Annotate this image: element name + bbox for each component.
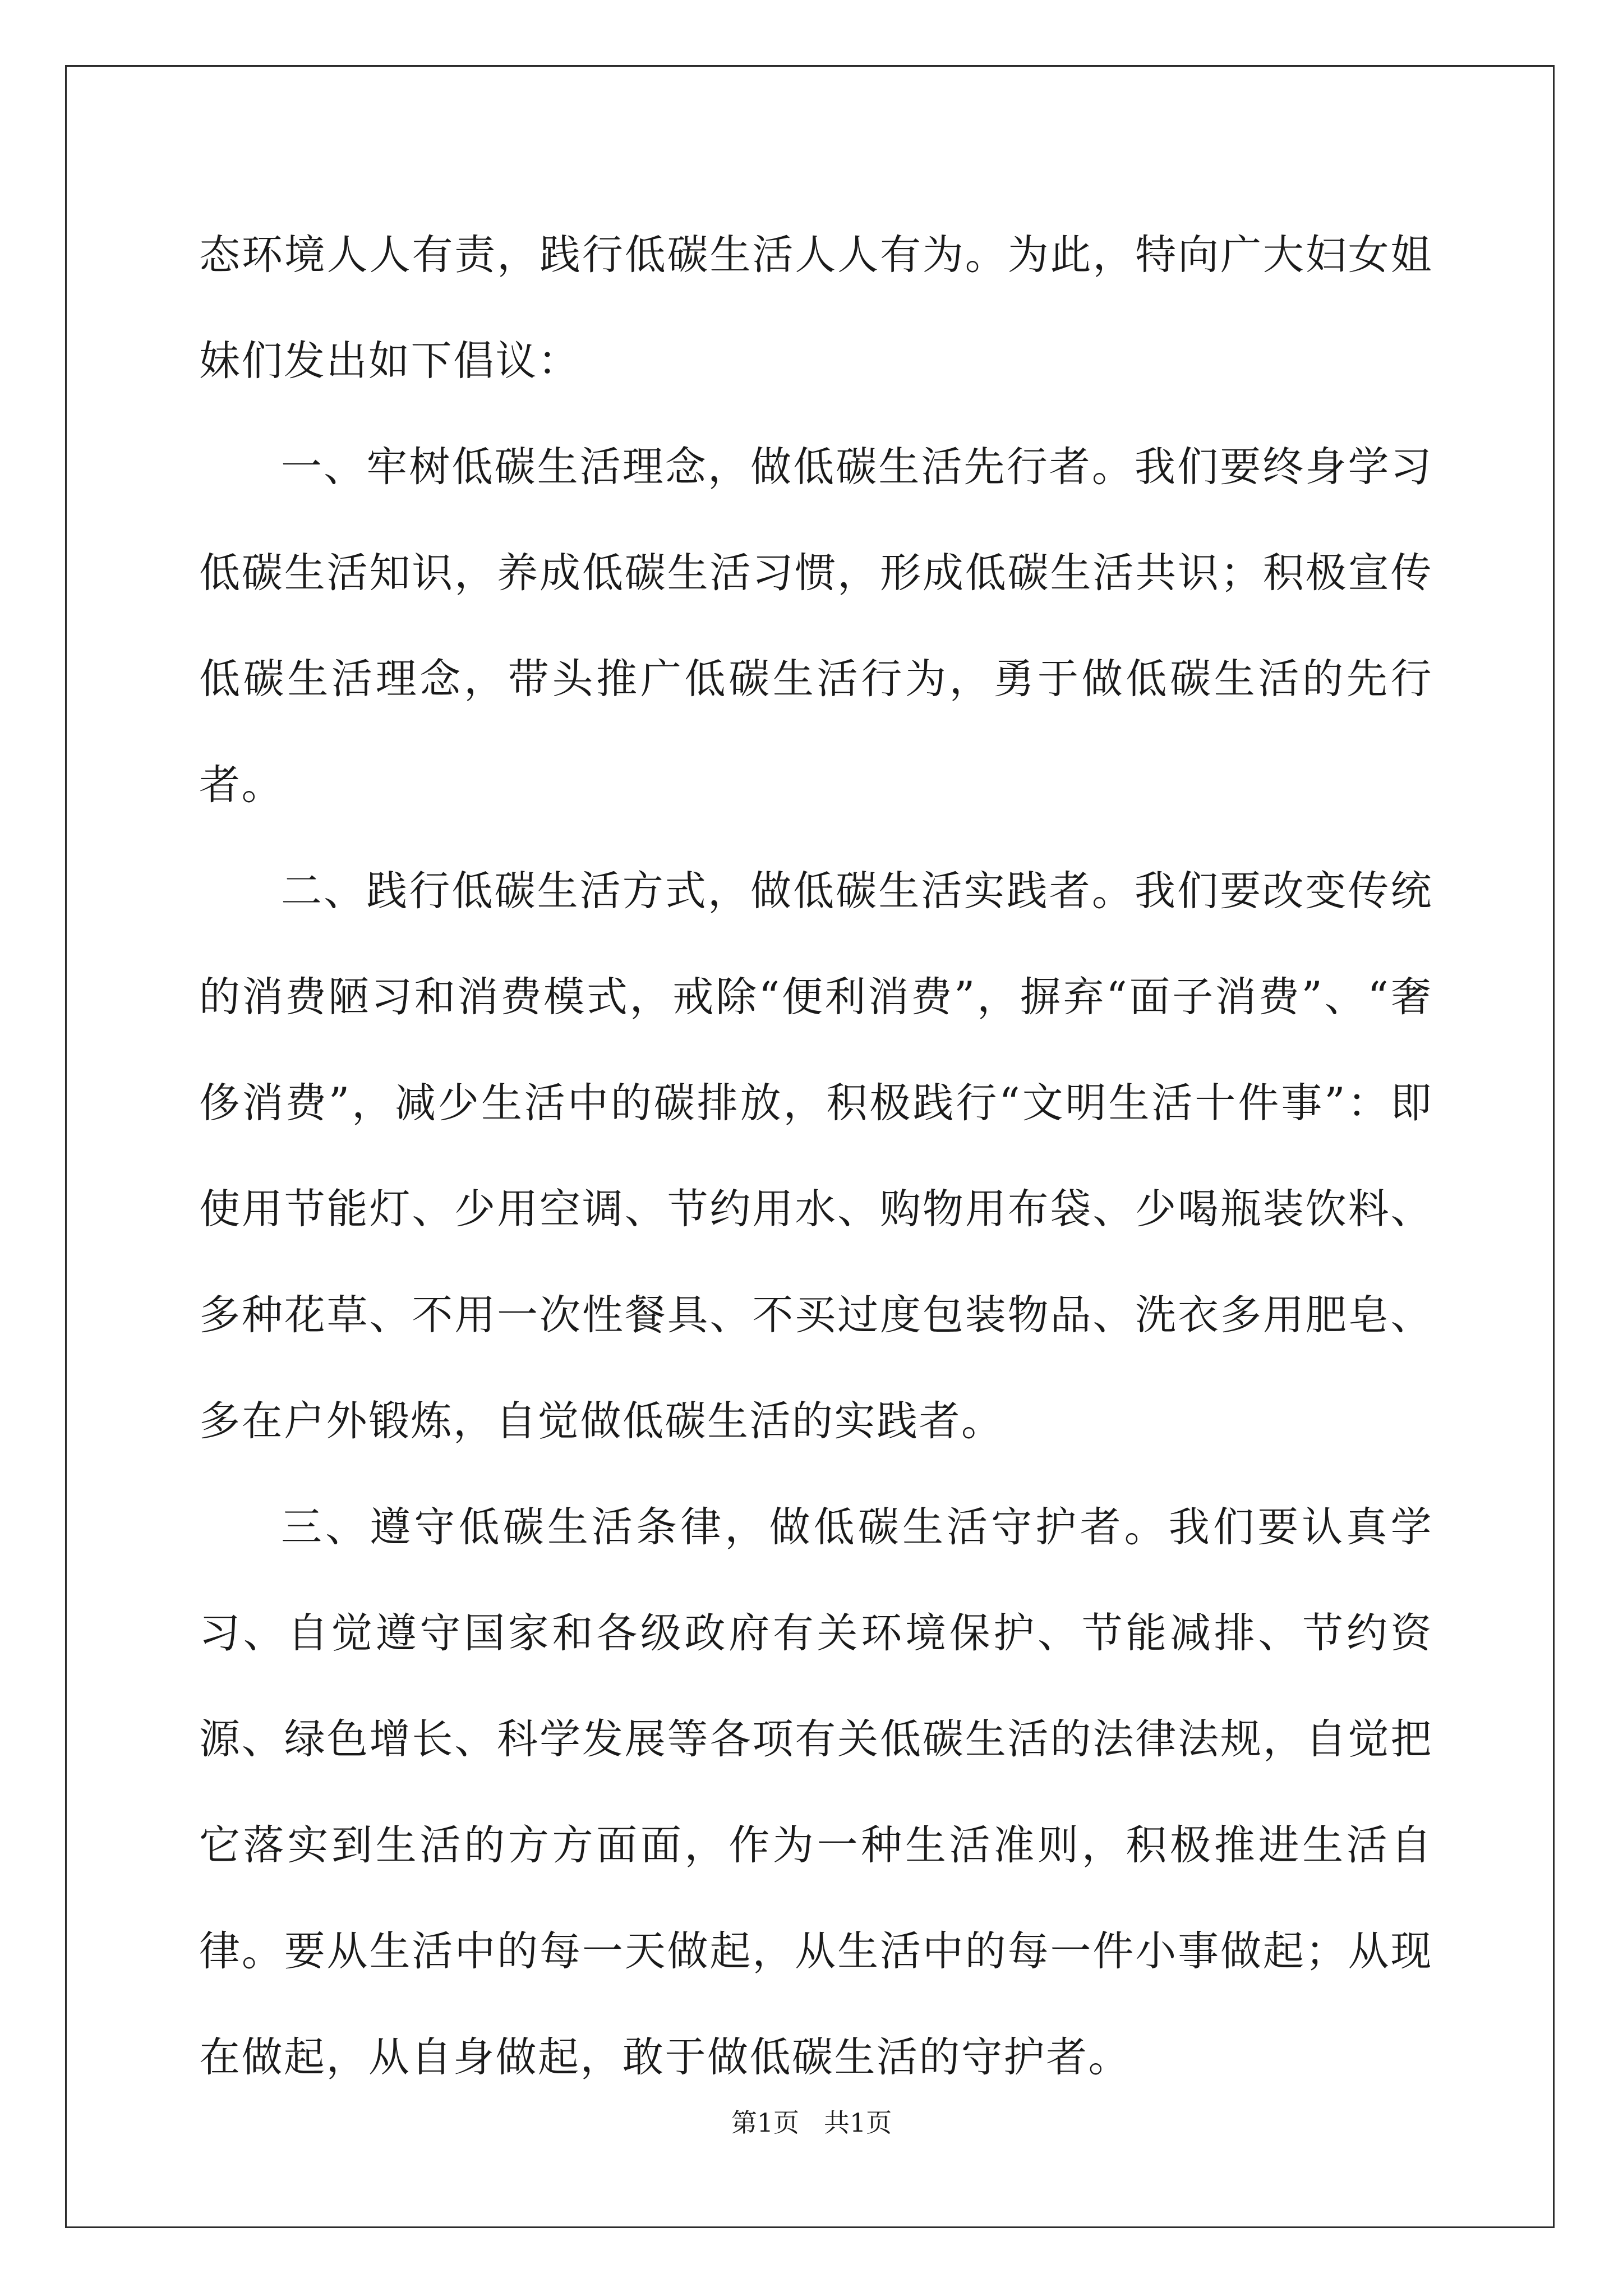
paragraph-continuation: 态环境人人有责，践行低碳生活人人有为。为此，特向广大妇女姐妹们发出如下倡议： [199, 231, 1433, 385]
paragraph-item-one: 一、牢树低碳生活理念，做低碳生活先行者。我们要终身学习低碳生活知识，养成低碳生活习惯，形成低碳生活共识；积极宣传低碳生活理念，带头推广低碳生活行为，勇于做低碳生活的先行者。 [199, 443, 1433, 809]
paragraph-item-two: 二、践行低碳生活方式，做低碳生活实践者。我们要改变传统的消费陋习和消费模式，戒除“便利消费”，摒弃“面子消费”、“奢侈消费”，减少生活中的碳排放，积极践行“文明生活十件事”：即使用节能灯、少用空调、节约用水、购物用布袋、少喝瓶装饮料、多种花草、不用一次性餐具、不买过度包装物品、洗衣多用肥皂、多在户外锻炼，自觉做低碳生活的实践者。 [199, 867, 1433, 1445]
document-body [199, 202, 1433, 2110]
page-number: 第1页 [731, 2108, 800, 2138]
page-footer [0, 2102, 1623, 2139]
paragraph-item-three: 三、遵守低碳生活条律，做低碳生活守护者。我们要认真学习、自觉遵守国家和各级政府有关环境保护、节能减排、节约资源、绿色增长、科学发展等各项有关低碳生活的法律法规，自觉把它落实到生活的方方面面，作为一种生活准则，积极推进生活自律。要从生活中的每一天做起，从生活中的每一件小事做起；从现在做起，从自身做起，敢于做低碳生活的守护者。 [199, 1503, 1433, 2081]
footer-spacer [799, 2108, 824, 2138]
page-total: 共1页 [823, 2108, 892, 2138]
